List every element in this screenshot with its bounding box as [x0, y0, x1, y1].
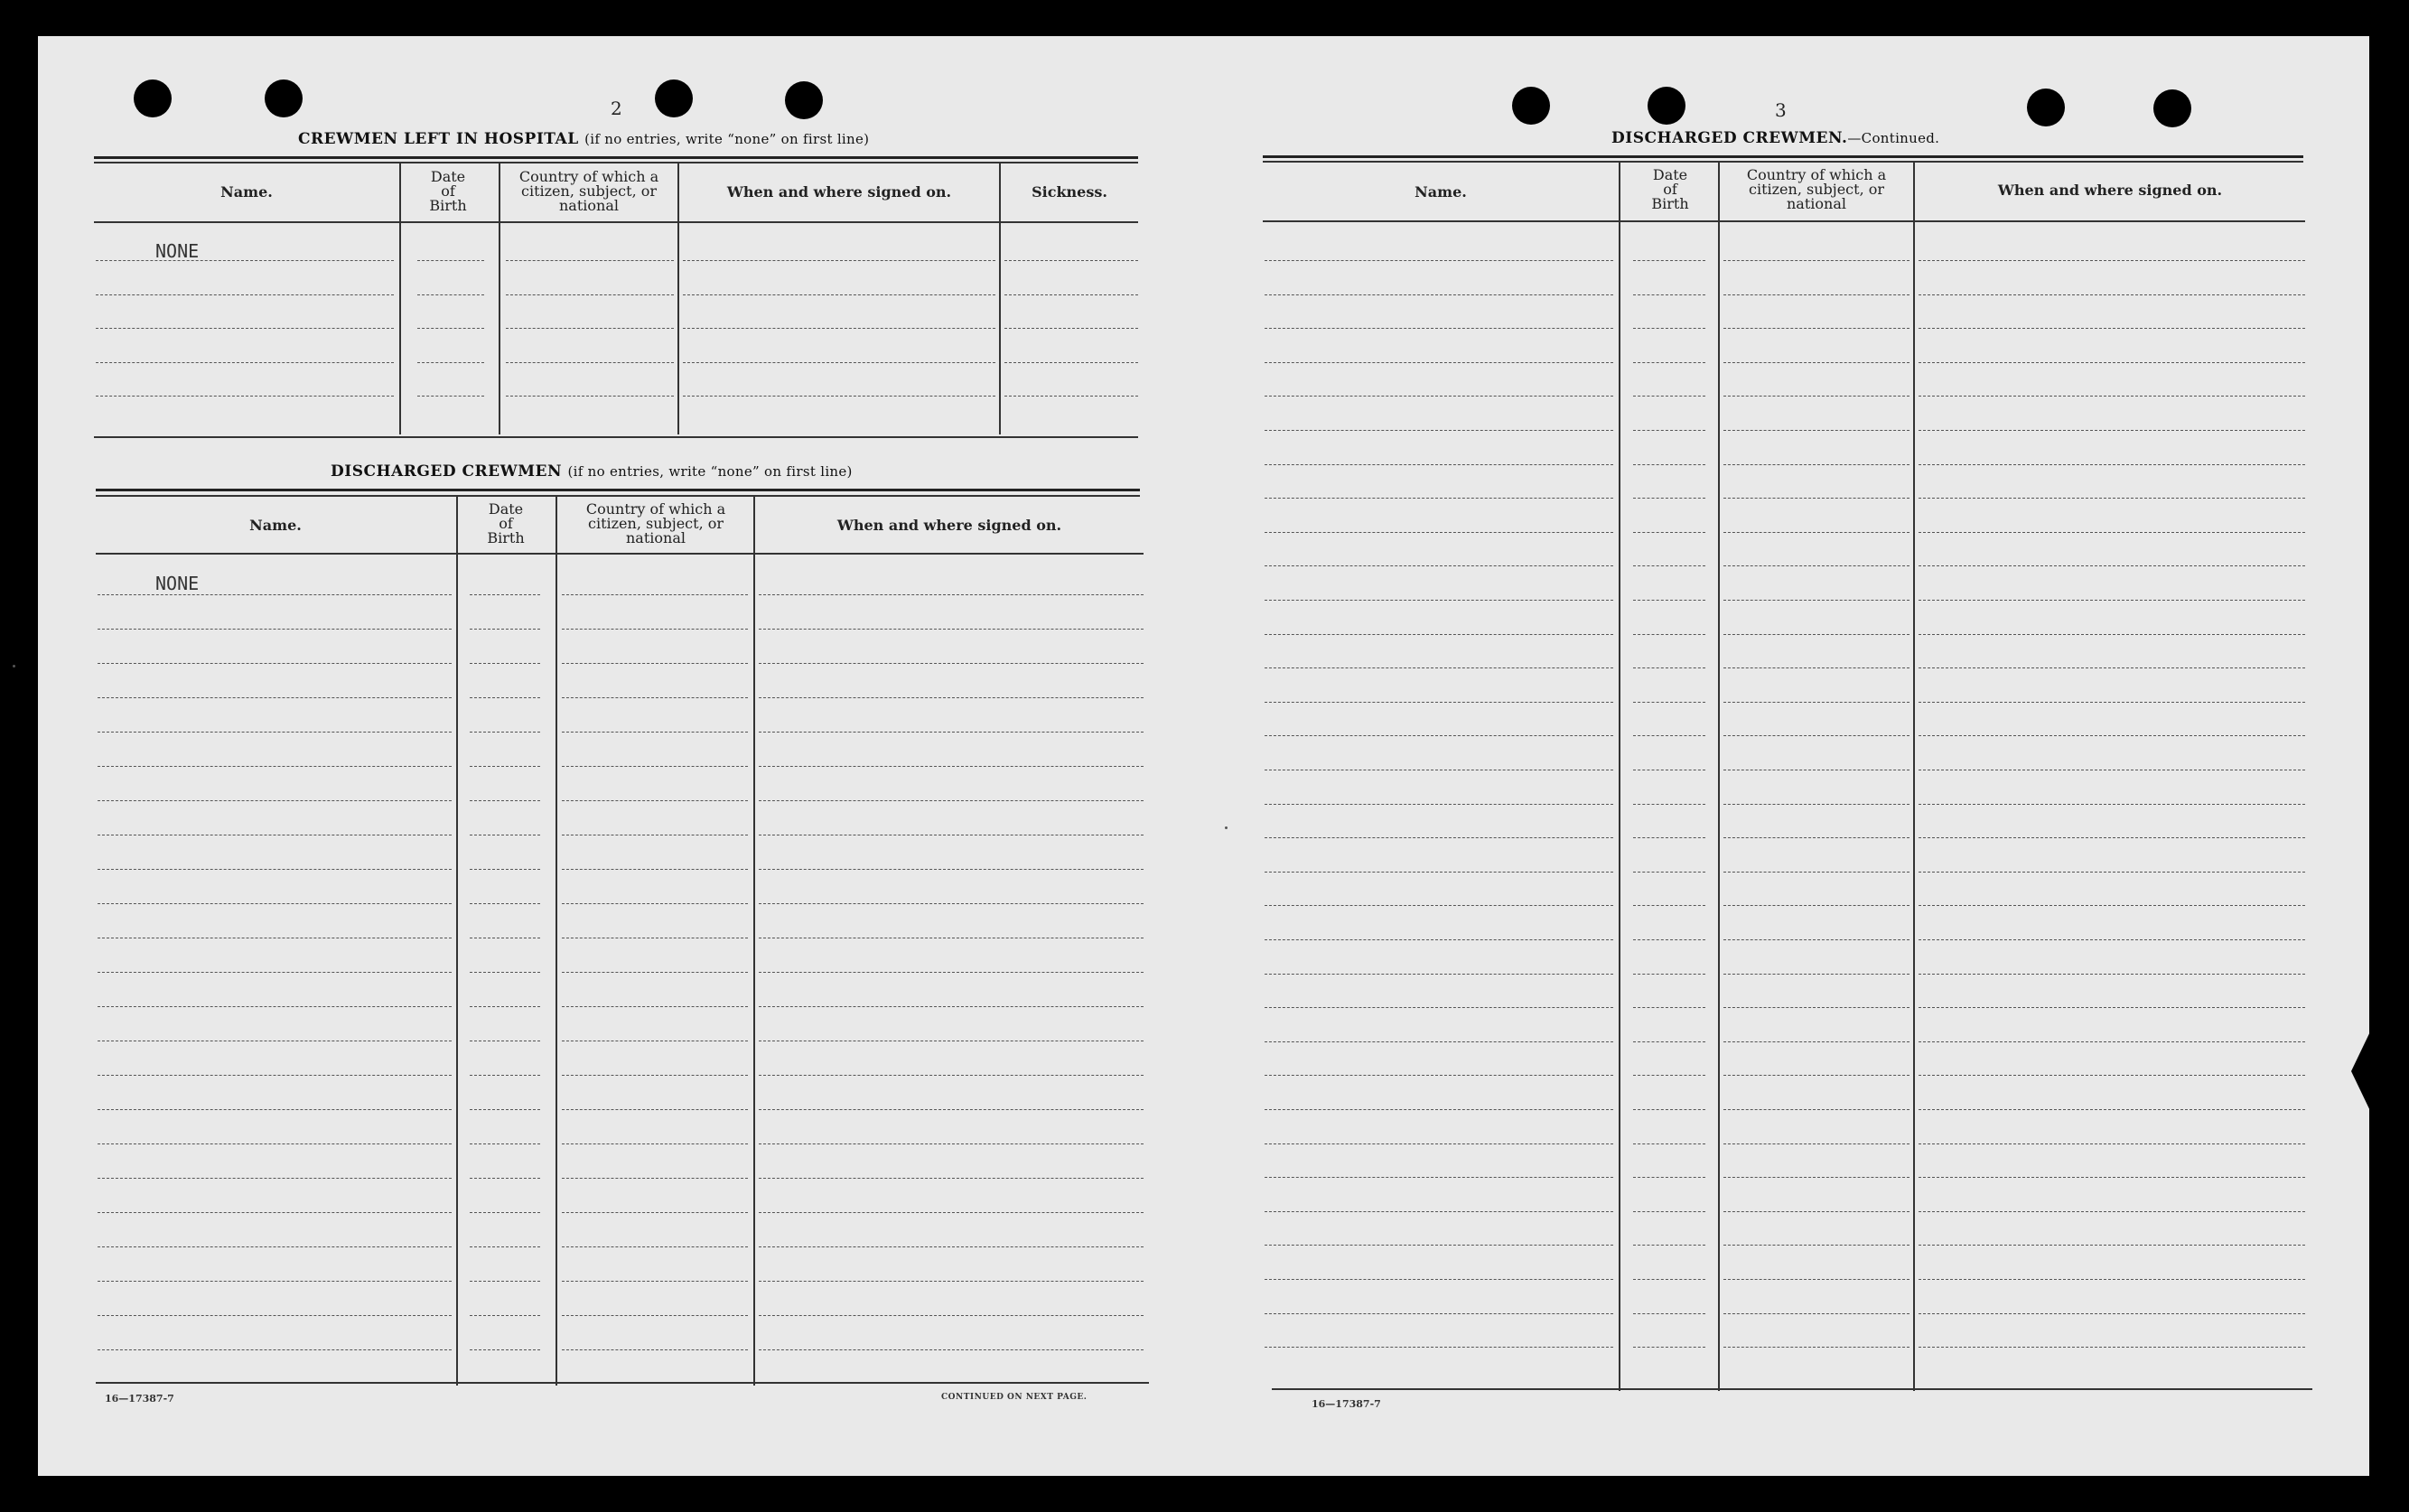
column-header-name: Name.: [220, 183, 273, 201]
ruled-line: [1265, 837, 1613, 838]
ruled-line: [1265, 294, 1613, 295]
ruled-line: [98, 1178, 452, 1179]
ruled-line: [1723, 362, 1909, 363]
ruled-line: [759, 800, 1144, 801]
ruled-line: [562, 903, 748, 904]
ruled-line: [470, 1281, 540, 1282]
ruled-line: [1919, 1075, 2305, 1076]
ruled-line: [1265, 600, 1613, 601]
column-header-dob: Date of Birth: [1651, 166, 1689, 212]
ruled-line: [759, 1315, 1144, 1316]
ruled-line: [1919, 1007, 2305, 1008]
ruled-line: [759, 1178, 1144, 1179]
ruled-line: [1265, 1143, 1613, 1144]
ruled-line: [417, 396, 484, 397]
ruled-line: [1919, 1313, 2305, 1314]
ruled-line: [1265, 667, 1613, 668]
ruled-line: [1633, 974, 1705, 975]
header-rule: [1263, 220, 2305, 222]
ruled-line: [1265, 1279, 1613, 1280]
ruled-line: [1633, 905, 1705, 906]
ruled-line: [562, 1349, 748, 1350]
ruled-line: [1265, 1347, 1613, 1348]
ruled-line: [759, 1109, 1144, 1110]
speck: [1225, 826, 1228, 829]
ruled-line: [1265, 735, 1613, 736]
ruled-line: [562, 1212, 748, 1213]
ruled-line: [1265, 498, 1613, 499]
page-number: 3: [1775, 99, 1787, 121]
ruled-line: [1633, 702, 1705, 703]
ruled-line: [470, 663, 540, 664]
column-divider: [1718, 161, 1720, 1391]
ruled-line: [759, 594, 1144, 595]
ruled-line: [98, 1109, 452, 1110]
ruled-line: [98, 732, 452, 733]
ruled-line: [683, 260, 995, 261]
ruled-line: [1723, 1177, 1909, 1178]
ruled-line: [1723, 634, 1909, 635]
ruled-line: [470, 1246, 540, 1247]
ruled-line: [1265, 1109, 1613, 1110]
ruled-line: [1919, 600, 2305, 601]
ruled-line: [759, 697, 1144, 698]
ruled-line: [1723, 498, 1909, 499]
title-text: DISCHARGED CREWMEN.: [1611, 129, 1848, 147]
ruled-line: [1919, 1245, 2305, 1246]
table-top-rule: [94, 162, 1138, 163]
ruled-line: [759, 972, 1144, 973]
ruled-line: [1633, 667, 1705, 668]
ruled-line: [98, 629, 452, 630]
ruled-line: [1919, 974, 2305, 975]
ruled-line: [98, 1281, 452, 1282]
ruled-line: [1633, 1143, 1705, 1144]
ruled-line: [1723, 430, 1909, 431]
ruled-line: [1919, 532, 2305, 533]
ruled-line: [759, 732, 1144, 733]
ruled-line: [1723, 1245, 1909, 1246]
continued-note: CONTINUED ON NEXT PAGE.: [941, 1393, 1088, 1402]
ruled-line: [98, 663, 452, 664]
column-divider: [1913, 161, 1915, 1391]
table-bottom-rule: [1272, 1388, 2312, 1390]
ruled-line: [1265, 702, 1613, 703]
column-header-signed: When and where signed on.: [836, 517, 1062, 534]
ruled-line: [470, 766, 540, 767]
ruled-line: [96, 260, 394, 261]
column-header-country: Country of which a citizen, subject, or national: [585, 500, 726, 546]
ruled-line: [759, 1246, 1144, 1247]
ruled-line: [1265, 872, 1613, 873]
ruled-line: [1919, 804, 2305, 805]
ruled-line: [1723, 974, 1909, 975]
ruled-line: [1265, 430, 1613, 431]
ruled-line: [1919, 1177, 2305, 1178]
ruled-line: [1265, 1211, 1613, 1212]
ruled-line: [1633, 634, 1705, 635]
column-divider: [399, 162, 401, 434]
ruled-line: [470, 1075, 540, 1076]
ruled-line: [1004, 396, 1138, 397]
ruled-line: [1723, 667, 1909, 668]
ruled-line: [562, 1178, 748, 1179]
ruled-line: [470, 1349, 540, 1350]
ruled-line: [1265, 974, 1613, 975]
ruled-line: [98, 1212, 452, 1213]
ruled-line: [98, 697, 452, 698]
ruled-line: [1633, 1313, 1705, 1314]
hospital-section-title: [298, 130, 869, 148]
ruled-line: [562, 1075, 748, 1076]
ruled-line: [683, 328, 995, 329]
title-text: CREWMEN LEFT IN HOSPITAL: [298, 130, 579, 148]
punch-hole: [785, 81, 823, 119]
ruled-line: [470, 1006, 540, 1007]
ruled-line: [417, 294, 484, 295]
ruled-line: [562, 972, 748, 973]
column-divider: [999, 162, 1001, 434]
ruled-line: [1265, 1041, 1613, 1042]
ruled-line: [1919, 905, 2305, 906]
ruled-line: [506, 396, 674, 397]
ruled-line: [1004, 362, 1138, 363]
ruled-line: [1265, 1177, 1613, 1178]
ruled-line: [1723, 837, 1909, 838]
column-header-country: Country of which a citizen, subject, or national: [1746, 166, 1887, 212]
ruled-line: [470, 972, 540, 973]
title-note: (if no entries, write “none” on first line): [567, 463, 853, 480]
ruled-line: [1633, 1075, 1705, 1076]
first-entry: NONE: [155, 573, 200, 594]
ruled-line: [562, 697, 748, 698]
ruled-line: [759, 1349, 1144, 1350]
ruled-line: [1633, 600, 1705, 601]
ruled-line: [98, 594, 452, 595]
ruled-line: [562, 1109, 748, 1110]
column-divider: [499, 162, 500, 434]
title-text: DISCHARGED CREWMEN: [331, 462, 563, 481]
ruled-line: [1633, 1007, 1705, 1008]
ruled-line: [98, 972, 452, 973]
ruled-line: [1633, 1211, 1705, 1212]
ruled-line: [1723, 260, 1909, 261]
ruled-line: [1919, 565, 2305, 566]
ruled-line: [98, 903, 452, 904]
ruled-line: [562, 869, 748, 870]
ruled-line: [98, 1075, 452, 1076]
ruled-line: [759, 629, 1144, 630]
ruled-line: [1633, 872, 1705, 873]
ruled-line: [470, 594, 540, 595]
ruled-line: [562, 800, 748, 801]
ruled-line: [759, 766, 1144, 767]
ruled-line: [1265, 464, 1613, 465]
ruled-line: [1265, 1245, 1613, 1246]
ruled-line: [1004, 294, 1138, 295]
ruled-line: [1633, 532, 1705, 533]
ruled-line: [1633, 362, 1705, 363]
ruled-line: [1723, 1007, 1909, 1008]
ruled-line: [1633, 430, 1705, 431]
ruled-line: [1723, 804, 1909, 805]
paper-notch: [2351, 1026, 2373, 1116]
ruled-line: [1633, 837, 1705, 838]
ruled-line: [1723, 735, 1909, 736]
discharged-section-title: [331, 462, 853, 481]
ruled-line: [98, 1349, 452, 1350]
ruled-line: [96, 328, 394, 329]
ruled-line: [1265, 905, 1613, 906]
ruled-line: [1004, 260, 1138, 261]
ruled-line: [1633, 260, 1705, 261]
ruled-line: [1265, 804, 1613, 805]
ruled-line: [1633, 1347, 1705, 1348]
first-entry: NONE: [155, 240, 200, 262]
form-sheet: [38, 36, 2369, 1476]
ruled-line: [98, 766, 452, 767]
punch-hole: [655, 79, 693, 117]
ruled-line: [1919, 1279, 2305, 1280]
ruled-line: [1723, 1211, 1909, 1212]
ruled-line: [1265, 565, 1613, 566]
ruled-line: [1919, 362, 2305, 363]
punch-hole: [2153, 89, 2191, 127]
ruled-line: [562, 1281, 748, 1282]
ruled-line: [1919, 1347, 2305, 1348]
form-number: 16—17387-7: [105, 1393, 174, 1405]
column-divider: [753, 495, 755, 1386]
ruled-line: [1723, 600, 1909, 601]
ruled-line: [1723, 939, 1909, 940]
ruled-line: [1265, 939, 1613, 940]
ruled-line: [1723, 1347, 1909, 1348]
ruled-line: [1633, 804, 1705, 805]
ruled-line: [417, 362, 484, 363]
ruled-line: [1265, 362, 1613, 363]
ruled-line: [1723, 905, 1909, 906]
ruled-line: [562, 1246, 748, 1247]
table-top-rule: [96, 489, 1140, 491]
ruled-line: [470, 1109, 540, 1110]
ruled-line: [506, 294, 674, 295]
column-divider: [556, 495, 557, 1386]
ruled-line: [96, 362, 394, 363]
ruled-line: [1265, 1075, 1613, 1076]
column-header-sickness: Sickness.: [1032, 183, 1107, 201]
ruled-line: [506, 328, 674, 329]
table-top-rule: [96, 495, 1140, 497]
ruled-line: [506, 362, 674, 363]
ruled-line: [1919, 735, 2305, 736]
ruled-line: [470, 1178, 540, 1179]
ruled-line: [1265, 532, 1613, 533]
ruled-line: [683, 362, 995, 363]
ruled-line: [562, 1006, 748, 1007]
ruled-line: [1633, 735, 1705, 736]
table-bottom-rule: [96, 1382, 1149, 1384]
column-header-name: Name.: [1415, 183, 1467, 201]
ruled-line: [1633, 1177, 1705, 1178]
ruled-line: [470, 629, 540, 630]
ruled-line: [1919, 1109, 2305, 1110]
ruled-line: [1633, 1279, 1705, 1280]
column-header-signed: When and where signed on.: [726, 183, 952, 201]
ruled-line: [1919, 1143, 2305, 1144]
ruled-line: [96, 294, 394, 295]
ruled-line: [1265, 396, 1613, 397]
ruled-line: [1723, 1313, 1909, 1314]
ruled-line: [683, 294, 995, 295]
ruled-line: [1919, 1041, 2305, 1042]
speck: [13, 665, 15, 667]
ruled-line: [1919, 634, 2305, 635]
ruled-line: [1919, 294, 2305, 295]
ruled-line: [470, 903, 540, 904]
ruled-line: [759, 1006, 1144, 1007]
ruled-line: [759, 903, 1144, 904]
ruled-line: [470, 800, 540, 801]
ruled-line: [1633, 1109, 1705, 1110]
ruled-line: [562, 732, 748, 733]
ruled-line: [1919, 837, 2305, 838]
ruled-line: [1723, 1279, 1909, 1280]
ruled-line: [1723, 702, 1909, 703]
ruled-line: [1633, 565, 1705, 566]
ruled-line: [1723, 872, 1909, 873]
table-bottom-rule: [94, 436, 1138, 438]
ruled-line: [1919, 396, 2305, 397]
ruled-line: [1919, 939, 2305, 940]
punch-hole: [265, 79, 303, 117]
header-rule: [94, 221, 1138, 223]
ruled-line: [759, 1075, 1144, 1076]
ruled-line: [562, 1143, 748, 1144]
ruled-line: [98, 800, 452, 801]
ruled-line: [1004, 328, 1138, 329]
ruled-line: [562, 594, 748, 595]
ruled-line: [1919, 872, 2305, 873]
ruled-line: [1723, 294, 1909, 295]
ruled-line: [1265, 260, 1613, 261]
ruled-line: [683, 396, 995, 397]
ruled-line: [1265, 328, 1613, 329]
column-header-country: Country of which a citizen, subject, or national: [518, 168, 659, 214]
ruled-line: [98, 1246, 452, 1247]
title-suffix: —Continued.: [1847, 130, 1940, 146]
table-top-rule: [1263, 161, 2303, 163]
ruled-line: [98, 1315, 452, 1316]
punch-hole: [2027, 89, 2065, 126]
ruled-line: [417, 260, 484, 261]
ruled-line: [1633, 464, 1705, 465]
ruled-line: [1919, 667, 2305, 668]
header-rule: [96, 553, 1144, 555]
table-top-rule: [1263, 155, 2303, 158]
ruled-line: [96, 396, 394, 397]
ruled-line: [1633, 396, 1705, 397]
ruled-line: [1919, 260, 2305, 261]
ruled-line: [470, 1143, 540, 1144]
ruled-line: [1723, 532, 1909, 533]
table-top-rule: [94, 156, 1138, 159]
ruled-line: [759, 869, 1144, 870]
form-number: 16—17387-7: [1312, 1398, 1381, 1410]
ruled-line: [506, 260, 674, 261]
ruled-line: [1723, 396, 1909, 397]
ruled-line: [562, 766, 748, 767]
ruled-line: [98, 1143, 452, 1144]
ruled-line: [1723, 1041, 1909, 1042]
ruled-line: [1633, 939, 1705, 940]
title-note: (if no entries, write “none” on first line): [584, 131, 870, 147]
ruled-line: [1633, 294, 1705, 295]
page-number: 2: [611, 98, 622, 119]
ruled-line: [417, 328, 484, 329]
ruled-line: [1919, 464, 2305, 465]
ruled-line: [1723, 1109, 1909, 1110]
punch-hole: [1512, 87, 1550, 125]
column-divider: [677, 162, 679, 434]
ruled-line: [470, 732, 540, 733]
ruled-line: [562, 1315, 748, 1316]
ruled-line: [562, 663, 748, 664]
ruled-line: [1919, 498, 2305, 499]
column-header-dob: Date of Birth: [429, 168, 467, 214]
ruled-line: [1723, 328, 1909, 329]
ruled-line: [470, 869, 540, 870]
column-header-dob: Date of Birth: [487, 500, 525, 546]
ruled-line: [1633, 1245, 1705, 1246]
column-header-name: Name.: [249, 517, 302, 534]
ruled-line: [1919, 702, 2305, 703]
ruled-line: [1919, 1211, 2305, 1212]
ruled-line: [470, 697, 540, 698]
ruled-line: [759, 1281, 1144, 1282]
ruled-line: [1265, 1007, 1613, 1008]
ruled-line: [1723, 565, 1909, 566]
ruled-line: [98, 869, 452, 870]
column-header-signed: When and where signed on.: [1997, 182, 2223, 199]
ruled-line: [759, 1212, 1144, 1213]
ruled-line: [759, 663, 1144, 664]
ruled-line: [1723, 1075, 1909, 1076]
ruled-line: [1723, 1143, 1909, 1144]
ruled-line: [759, 1143, 1144, 1144]
column-divider: [456, 495, 458, 1386]
ruled-line: [470, 1212, 540, 1213]
ruled-line: [1633, 498, 1705, 499]
ruled-line: [1265, 634, 1613, 635]
ruled-line: [1919, 328, 2305, 329]
ruled-line: [1265, 1313, 1613, 1314]
ruled-line: [1723, 464, 1909, 465]
ruled-line: [562, 629, 748, 630]
ruled-line: [1919, 430, 2305, 431]
ruled-line: [1633, 328, 1705, 329]
ruled-line: [1633, 1041, 1705, 1042]
ruled-line: [98, 1006, 452, 1007]
column-divider: [1619, 161, 1620, 1391]
ruled-line: [470, 1315, 540, 1316]
punch-hole: [1648, 87, 1685, 125]
discharged-continued-title: [1611, 129, 1939, 147]
punch-hole: [134, 79, 172, 117]
